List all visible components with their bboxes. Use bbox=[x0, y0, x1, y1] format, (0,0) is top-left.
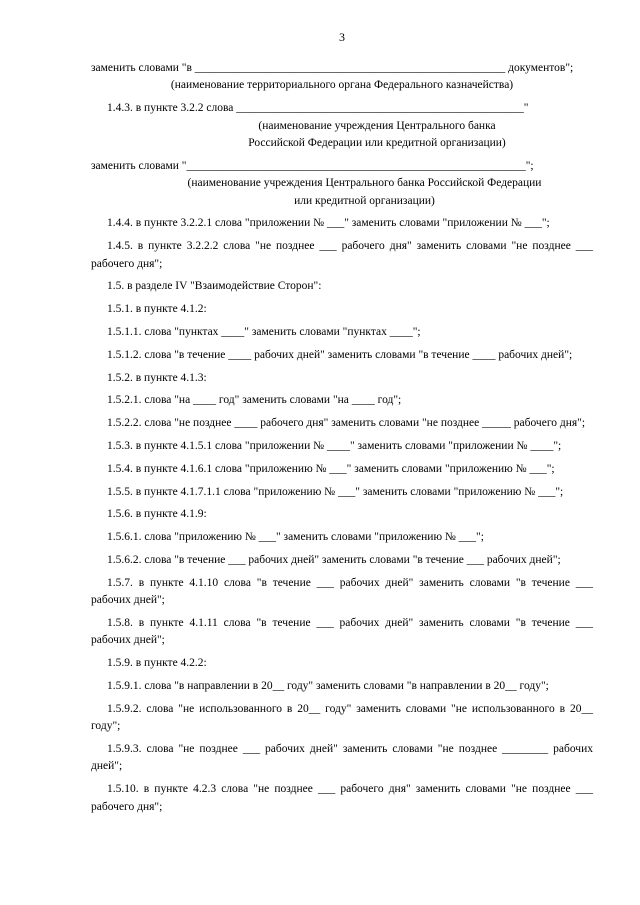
paragraph-replace-cbr: заменить словами "___________________________________________________________"; bbox=[91, 159, 534, 172]
caption-cbr-institution-2: Российской Федерации или кредитной организации) bbox=[248, 137, 506, 150]
paragraph-1-5-9-3: 1.5.9.3. слова "не позднее ___ рабочих дней" заменить словами "не позднее ________ рабочих дней"; bbox=[91, 742, 593, 773]
paragraph-replace-territorial: заменить словами "в ______________________________________________________ документов"; bbox=[91, 62, 574, 74]
paragraph-1-5-1-2: 1.5.1.2. слова "в течение ____ рабочих дней" заменить словами "в течение ____ рабочих дней"; bbox=[107, 348, 573, 361]
paragraph-1-5-6-1: 1.5.6.1. слова "приложению № ___" заменить словами "приложению № ___"; bbox=[107, 531, 484, 544]
paragraph-1-5: 1.5. в разделе IV "Взаимодействие Сторон": bbox=[107, 280, 322, 293]
paragraph-1-5-1: 1.5.1. в пункте 4.1.2: bbox=[107, 303, 207, 316]
paragraph-1-5-7: 1.5.7. в пункте 4.1.10 слова "в течение ___ рабочих дней" заменить словами "в течение ___ рабочих дней"; bbox=[91, 576, 593, 607]
paragraph-1-4-3: 1.4.3. в пункте 3.2.2 слова __________________________________________________" bbox=[107, 102, 529, 115]
paragraph-1-5-3: 1.5.3. в пункте 4.1.5.1 слова "приложении № ____" заменить словами "приложении № ____"; bbox=[107, 440, 562, 452]
paragraph-1-5-10: 1.5.10. в пункте 4.2.3 слова "не позднее ___ рабочего дня" заменить словами "не позднее ___ рабочего дня"; bbox=[91, 783, 593, 813]
document-body bbox=[91, 60, 593, 821]
caption-cbr-institution-4: или кредитной организации) bbox=[294, 194, 435, 207]
paragraph-1-5-4: 1.5.4. в пункте 4.1.6.1 слова "приложению № ___" заменить словами "приложению № ___"; bbox=[107, 462, 555, 475]
paragraph-1-5-2-2: 1.5.2.2. слова "не позднее ____ рабочего дня" заменить словами "не позднее _____ рабочего дня"; bbox=[107, 417, 586, 430]
paragraph-1-5-6: 1.5.6. в пункте 4.1.9: bbox=[107, 508, 207, 521]
page-number: 3 bbox=[339, 30, 345, 44]
paragraph-1-5-5: 1.5.5. в пункте 4.1.7.1.1 слова "приложению № ___" заменить словами "приложению № ___"; bbox=[107, 485, 564, 498]
paragraph-1-5-9-2: 1.5.9.2. слова "не использованного в 20__ году" заменить словами "не использованного в 20__ году"; bbox=[91, 702, 593, 733]
paragraph-1-5-2: 1.5.2. в пункте 4.1.3: bbox=[107, 371, 207, 384]
paragraph-1-5-1-1: 1.5.1.1. слова "пунктах ____" заменить словами "пунктах ____"; bbox=[107, 326, 421, 339]
paragraph-1-5-9: 1.5.9. в пункте 4.2.2: bbox=[107, 657, 207, 670]
paragraph-1-5-6-2: 1.5.6.2. слова "в течение ___ рабочих дней" заменить словами "в течение ___ рабочих дней"; bbox=[107, 553, 561, 566]
caption-cbr-institution-1: (наименование учреждения Центрального банка bbox=[258, 119, 496, 132]
paragraph-1-5-9-1: 1.5.9.1. слова "в направлении в 20__ году" заменить словами "в направлении в 20__ году"; bbox=[107, 679, 549, 692]
paragraph-1-4-5: 1.4.5. в пункте 3.2.2.2 слова "не позднее ___ рабочего дня" заменить словами "не позднее ___ рабочего дня"; bbox=[91, 240, 593, 270]
paragraph-1-4-4: 1.4.4. в пункте 3.2.2.1 слова "приложении № ___" заменить словами "приложении № ___"; bbox=[107, 217, 550, 230]
caption-cbr-institution-3: (наименование учреждения Центрального банка Российской Федерации bbox=[187, 177, 542, 190]
paragraph-1-5-2-1: 1.5.2.1. слова "на ____ год" заменить словами "на ____ год"; bbox=[107, 394, 402, 407]
paragraph-1-5-8: 1.5.8. в пункте 4.1.11 слова "в течение ___ рабочих дней" заменить словами "в течение ___ рабочих дней"; bbox=[91, 616, 593, 647]
caption-territorial-body: (наименование территориального органа Федерального казначейства) bbox=[170, 79, 514, 92]
